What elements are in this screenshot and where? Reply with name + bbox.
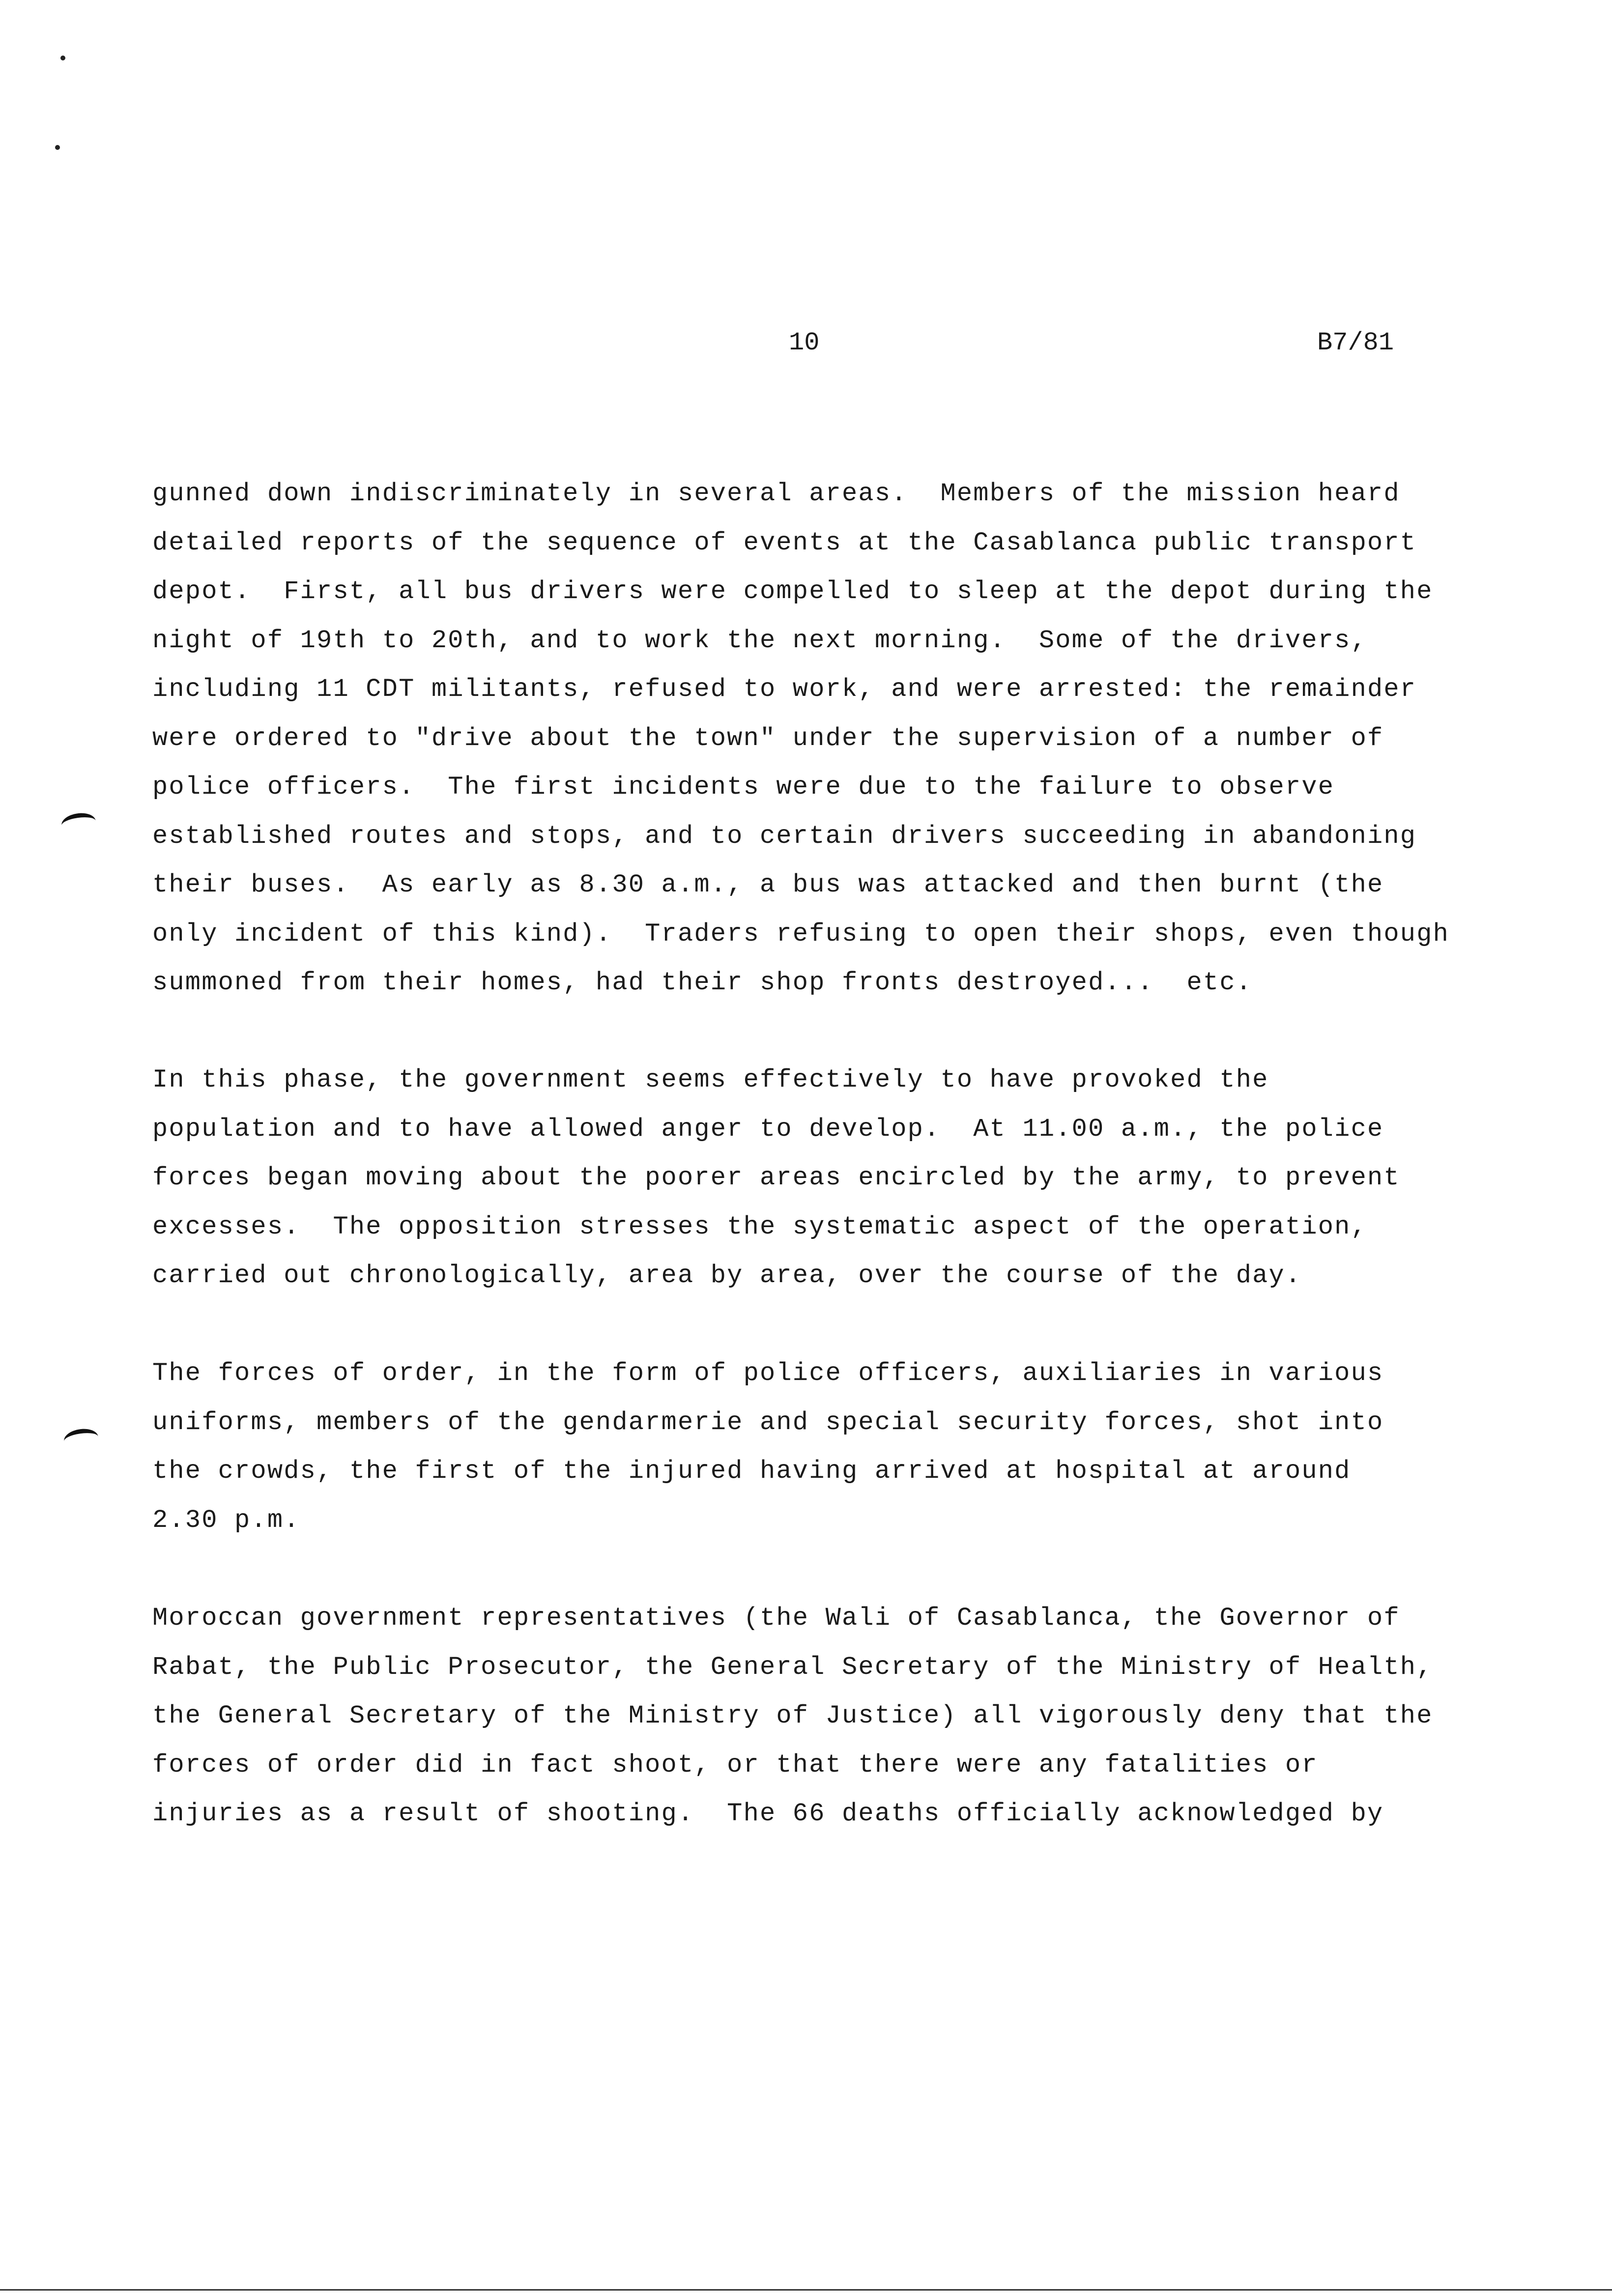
margin-mark-icon [63, 1427, 100, 1451]
margin-mark-icon [60, 811, 97, 835]
scan-dot [55, 145, 60, 150]
text-line: only incident of this kind). Traders refusing to open their shops, even though [152, 919, 1450, 948]
text-line: established routes and stops, and to certain drivers succeeding in abandoning [152, 821, 1417, 851]
text-line: gunned down indiscriminately in several areas. Members of the mission heard [152, 479, 1400, 508]
text-line: injuries as a result of shooting. The 66 deaths officially acknowledged by [152, 1799, 1384, 1828]
text-line: excesses. The opposition stresses the systematic aspect of the operation, [152, 1212, 1367, 1241]
text-line: detailed reports of the sequence of events at the Casablanca public transport [152, 528, 1417, 557]
text-line: summoned from their homes, had their shop fronts destroyed... etc. [152, 968, 1253, 997]
text-line: were ordered to "drive about the town" under the supervision of a number of [152, 723, 1384, 753]
text-line: including 11 CDT militants, refused to work, and were arrested: the remainder [152, 675, 1417, 704]
text-line: their buses. As early as 8.30 a.m., a bus was attacked and then burnt (the [152, 870, 1384, 899]
text-line: the General Secretary of the Ministry of Justice) all vigorously deny that the [152, 1701, 1433, 1730]
text-line: depot. First, all bus drivers were compelled to sleep at the depot during the [152, 577, 1433, 606]
scan-dot [60, 56, 65, 60]
text-line: In this phase, the government seems effectively to have provoked the [152, 1065, 1269, 1094]
paragraph [152, 469, 1455, 1007]
text-line: 2.30 p.m. [152, 1505, 300, 1535]
document-reference: B7/81 [1317, 328, 1394, 357]
page-number: 10 [789, 328, 820, 357]
page-bottom-rule [0, 2289, 1612, 2291]
text-line: police officers. The first incidents were due to the failure to observe [152, 773, 1335, 802]
text-line: uniforms, members of the gendarmerie and special security forces, shot into [152, 1407, 1384, 1437]
paragraph [152, 1056, 1455, 1300]
text-line: night of 19th to 20th, and to work the next morning. Some of the drivers, [152, 626, 1367, 655]
text-line: Moroccan government representatives (the Wali of Casablanca, the Governor of [152, 1604, 1400, 1633]
text-line: The forces of order, in the form of police officers, auxiliaries in various [152, 1359, 1384, 1388]
text-line: the crowds, the first of the injured having arrived at hospital at around [152, 1457, 1351, 1486]
text-line: forces began moving about the poorer areas encircled by the army, to prevent [152, 1163, 1400, 1192]
text-line: forces of order did in fact shoot, or that there were any fatalities or [152, 1750, 1318, 1779]
text-line: carried out chronologically, area by area, over the course of the day. [152, 1261, 1302, 1290]
text-line: Rabat, the Public Prosecutor, the General Secretary of the Ministry of Health, [152, 1652, 1433, 1682]
paragraph [152, 1594, 1455, 1838]
text-line: population and to have allowed anger to develop. At 11.00 a.m., the police [152, 1114, 1384, 1144]
paragraph [152, 1349, 1455, 1545]
